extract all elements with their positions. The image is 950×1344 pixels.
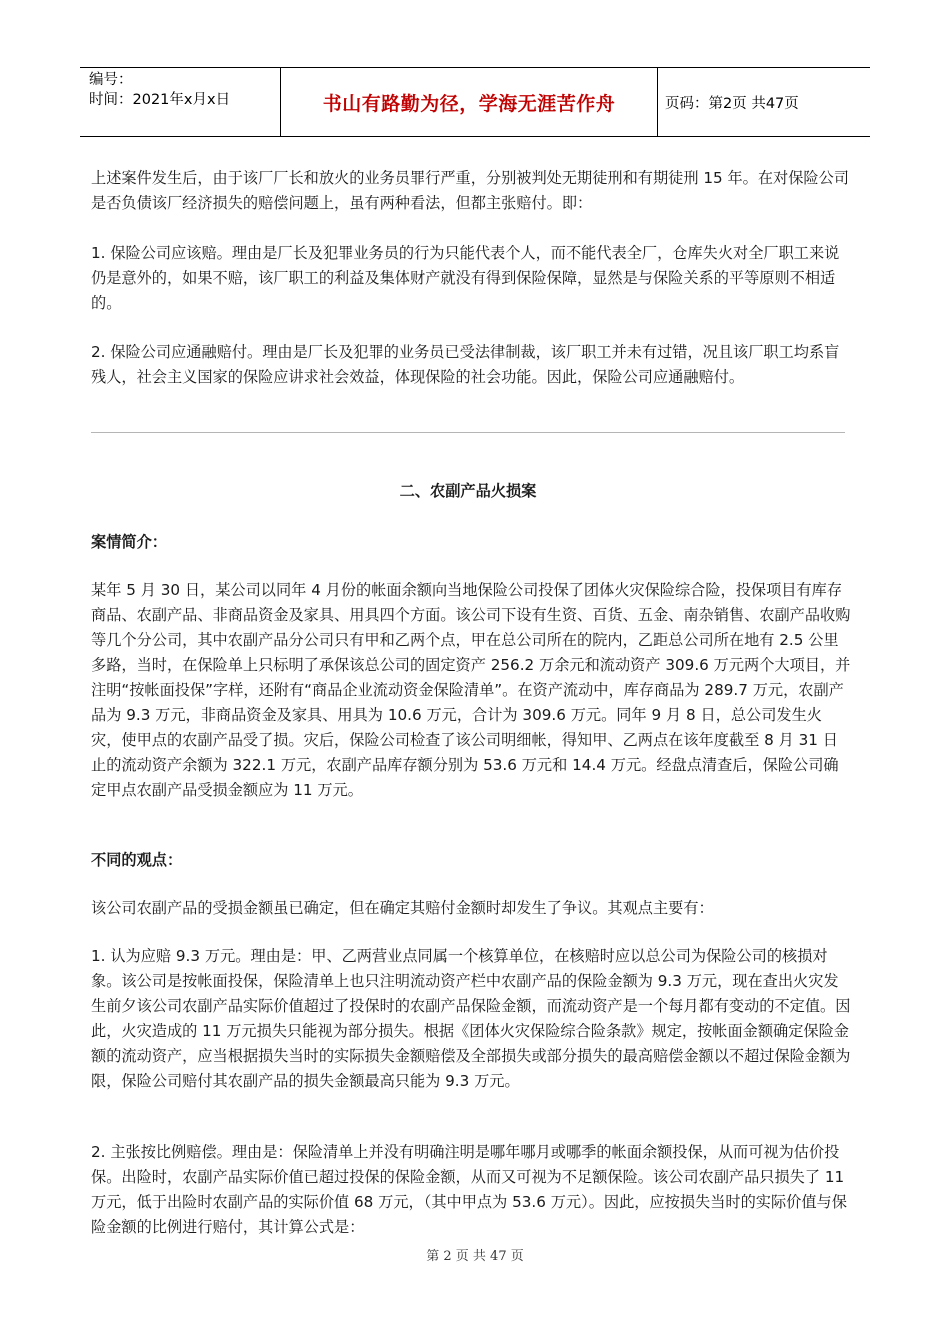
section-divider	[91, 432, 845, 433]
header-motto: 书山有路勤为径，学海无涯苦作舟	[281, 68, 658, 136]
case1-paragraph-2: 1. 保险公司应该赔。理由是厂长及犯罪业务员的行为只能代表个人，而不能代表全厂，仓库失火对全厂职工来说仍是意外的，如果不赔，该厂职工的利益及集体财产就没有得到保险保障，显然是与保险关系的平等原则不相适的。	[91, 244, 840, 312]
summary-heading: 案情简介：	[91, 533, 167, 551]
summary-paragraph: 某年 5 月 30 日，某公司以同年 4 月份的帐面余额向当地保险公司投保了团体火灾保险综合险，投保项目有库存商品、农副产品、非商品资金及家具、用具四个方面。该公司下设有生资、百货、五金、南杂销售、农副产品收购等几个分公司，其中农副产品分公司只有甲和乙两个点，甲在总公司所在的院内，乙距总公司所在地有 2.5 公里多路，当时，在保险单上只标明了承保该总公司的固定资产 256.2 万余元和流动资产 309.6 万元两个大项目，并注明“按帐面投保”字样，还附有“商品企业流动资金保险清单”。在资产流动中，库存商品为 289.7 万元，农副产品为 9.3 万元，非商品资金及家具、用具为 10.6 万元，合计为 309.6 万元。同年 9 月 8 日，总公司发生火灾，使甲点的农副产品受了损。灾后，保险公司检查了该公司明细帐，得知甲、乙两点在该年度截至 8 月 31 日止的流动资产余额为 322.1 万元，农副产品库存额分别为 53.6 万元和 14.4 万元。经盘点清查后，保险公司确定甲点农副产品受损金额应为 11 万元。	[91, 581, 851, 799]
page-footer: 第 2 页 共 47 页	[426, 1249, 524, 1264]
time-label: 时间：2021年x月x日	[89, 92, 231, 108]
header-meta	[80, 68, 281, 136]
number-label: 编号：	[89, 72, 133, 88]
case1-paragraph-1: 上述案件发生后，由于该厂厂长和放火的业务员罪行严重，分别被判处无期徒刑和有期徒刑 15 年。在对保险公司是否负债该厂经济损失的赔偿问题上，虽有两种看法，但都主张赔付。即：	[91, 169, 849, 212]
views-intro: 该公司农副产品的受损金额虽已确定，但在确定其赔付金额时却发生了争议。其观点主要有：	[91, 899, 714, 917]
section-title: 二、农副产品火损案	[399, 482, 537, 500]
case1-paragraph-3: 2. 保险公司应通融赔付。理由是厂长及犯罪的业务员已受法律制裁，该厂职工并未有过错，况且该厂职工均系盲残人，社会主义国家的保险应讲求社会效益，体现保险的社会功能。因此，保险公司应通融赔付。	[91, 343, 840, 386]
views-heading: 不同的观点：	[91, 851, 183, 869]
page-header	[80, 67, 870, 137]
view-1-paragraph: 1. 认为应赔 9.3 万元。理由是：甲、乙两营业点同属一个核算单位，在核赔时应以总公司为保险公司的核损对象。该公司是按帐面投保，保险清单上也只注明流动资产栏中农副产品的保险金额为 9.3 万元，现在查出火灾发生前夕该公司农副产品实际价值超过了投保时的农副产品保险金额，而流动资产是一个每月都有变动的不定值。因此，火灾造成的 11 万元损失只能视为部分损失。根据《团体火灾保险综合险条款》规定，按帐面金额确定保险金额的流动资产，应当根据损失当时的实际损失金额赔偿及全部损失或部分损失的最高赔偿金额以不超过保险金额为限，保险公司赔付其农副产品的损失金额最高只能为 9.3 万元。	[91, 947, 851, 1090]
view-2-paragraph: 2. 主张按比例赔偿。理由是：保险清单上并没有明确注明是哪年哪月或哪季的帐面余额投保，从而可视为估价投保。出险时，农副产品实际价值已超过投保的保险金额，从而又可视为不足额保险。该公司农副产品只损失了 11 万元，低于出险时农副产品的实际价值 68 万元，（其中甲点为 53.6 万元）。因此，应按损失当时的实际价值与保险金额的比例进行赔付，其计算公式是：	[91, 1143, 847, 1236]
header-page-label: 页码：第2页 共47页	[665, 95, 799, 112]
